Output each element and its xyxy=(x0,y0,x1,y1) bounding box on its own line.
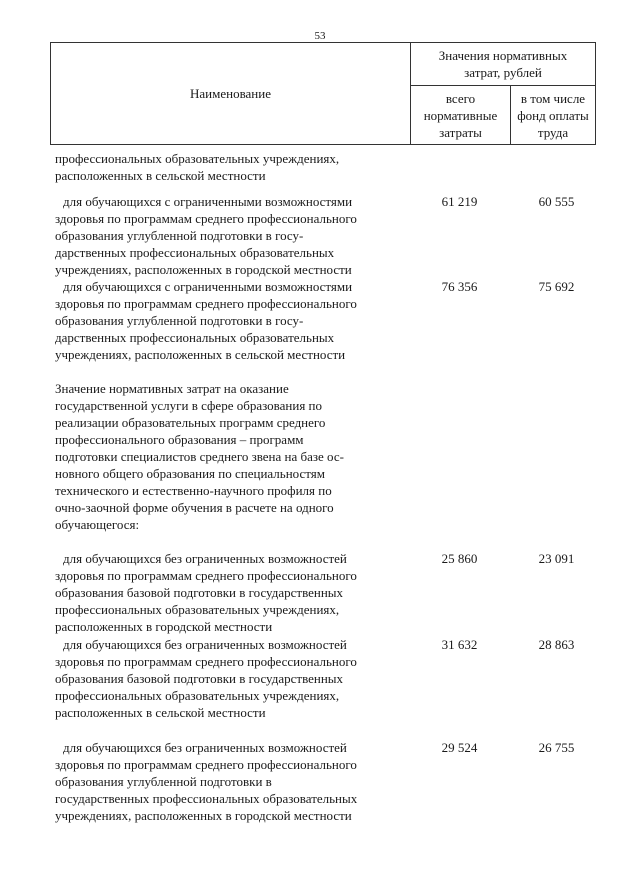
row-text-line: образования базовой подготовки в государственных xyxy=(55,585,344,600)
header-group-line: затрат, рублей xyxy=(464,65,542,80)
row-text-line: профессиональных образовательных учреждениях, xyxy=(55,602,340,617)
row-text-line: для обучающихся без ограниченных возможностей xyxy=(63,637,347,652)
table-row xyxy=(55,193,406,278)
row-text-line: Значение нормативных затрат на оказание xyxy=(55,381,289,396)
row-text-line: реализации образовательных программ среднего xyxy=(55,415,326,430)
header-name-column: Наименование xyxy=(51,43,411,145)
table-row xyxy=(55,550,406,635)
row-text-line: образования углубленной подготовки в госу- xyxy=(55,228,304,243)
total-value: 29 524 xyxy=(441,740,478,755)
row-text-line: образования углубленной подготовки в госу- xyxy=(55,313,304,328)
row-text-line: для обучающихся без ограниченных возможностей xyxy=(63,551,347,566)
table-row xyxy=(55,278,406,363)
row-text-line: государственных профессиональных образовательных xyxy=(55,791,358,806)
table-row xyxy=(55,739,406,824)
header-total-line: нормативные xyxy=(423,107,498,123)
row-text-line: учреждениях, расположенных в сельской местности xyxy=(55,347,346,362)
table-row xyxy=(55,150,406,184)
row-text-line: здоровья по программам среднего профессионального xyxy=(55,211,357,226)
row-text-line: образования базовой подготовки в государственных xyxy=(55,671,344,686)
row-text-line: профессионального образования – программ xyxy=(55,432,304,447)
row-text-line: расположенных в сельской местности xyxy=(55,705,266,720)
row-text-line: учреждениях, расположенных в городской местности xyxy=(55,808,352,823)
row-text-line: для обучающихся без ограниченных возможностей xyxy=(63,740,347,755)
row-text-line: здоровья по программам среднего профессионального xyxy=(55,654,357,669)
row-text-line: расположенных в сельской местности xyxy=(55,168,266,183)
row-text-line: профессиональных образовательных учреждениях, xyxy=(55,688,340,703)
row-text-line: подготовки специалистов среднего звена на базе ос- xyxy=(55,449,344,464)
header-payroll-line: фонд оплаты xyxy=(517,107,589,123)
total-value: 76 356 xyxy=(441,279,478,294)
payroll-value: 75 692 xyxy=(538,279,575,294)
row-text-line: профессиональных образовательных учреждениях, xyxy=(55,151,340,166)
header-total-line: затраты xyxy=(439,124,482,140)
row-text-line: новного общего образования по специальностям xyxy=(55,466,325,481)
payroll-value: 28 863 xyxy=(538,637,575,652)
payroll-value: 60 555 xyxy=(538,194,575,209)
row-text-line: дарственных профессиональных образовательных xyxy=(55,330,335,345)
row-text-line: образования углубленной подготовки в xyxy=(55,774,272,789)
page-number: 53 xyxy=(314,30,326,42)
header-payroll-line: в том числе xyxy=(520,90,586,106)
row-text-line: очно-заочной форме обучения в расчете на одного xyxy=(55,500,334,515)
row-text-line: здоровья по программам среднего профессионального xyxy=(55,757,357,772)
row-text-line: здоровья по программам среднего профессионального xyxy=(55,296,357,311)
total-value: 31 632 xyxy=(441,637,478,652)
row-text-line: государственной услуги в сфере образования по xyxy=(55,398,323,413)
row-text-line: для обучающихся с ограниченными возможностями xyxy=(63,279,353,294)
total-value: 61 219 xyxy=(441,194,478,209)
row-text-line: учреждениях, расположенных в городской местности xyxy=(55,262,352,277)
header-total-line: всего xyxy=(445,90,476,106)
header-group-line: Значения нормативных xyxy=(438,48,568,63)
row-text-line: обучающегося: xyxy=(55,517,140,532)
row-text-line: дарственных профессиональных образовательных xyxy=(55,245,335,260)
total-value: 25 860 xyxy=(441,551,478,566)
row-text-line: технического и естественно-научного профиля по xyxy=(55,483,332,498)
payroll-value: 23 091 xyxy=(538,551,575,566)
payroll-value: 26 755 xyxy=(538,740,575,755)
header-payroll-line: труда xyxy=(537,124,569,140)
row-text-line: расположенных в городской местности xyxy=(55,619,273,634)
row-text-line: здоровья по программам среднего профессионального xyxy=(55,568,357,583)
table-row xyxy=(55,636,406,721)
section-heading xyxy=(55,380,406,533)
row-text-line: для обучающихся с ограниченными возможностями xyxy=(63,194,353,209)
